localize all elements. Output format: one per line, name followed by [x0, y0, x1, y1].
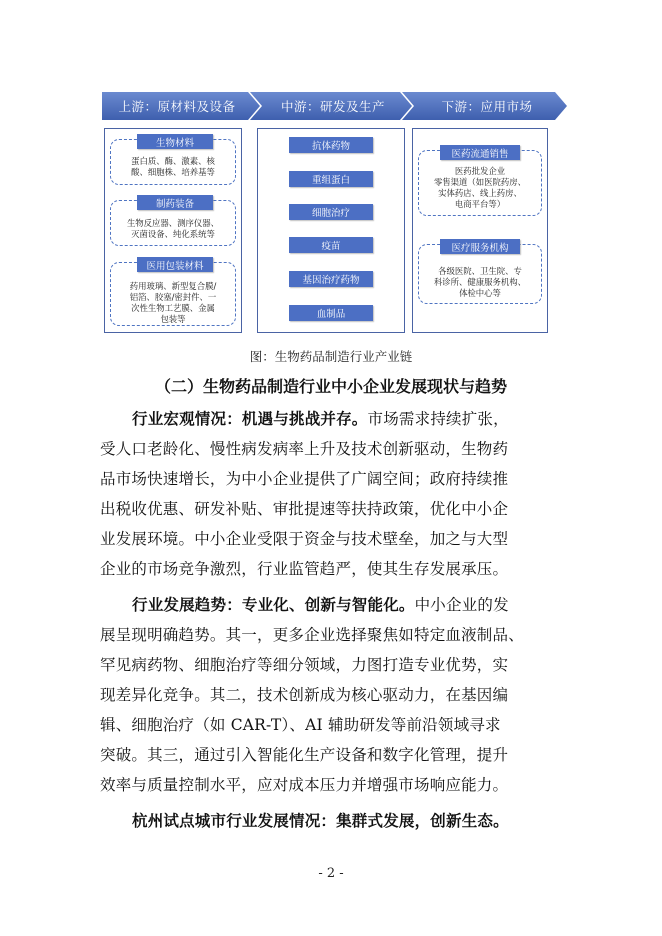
p2-line-4: 辑、细胞治疗（如 CAR-T）、AI 辅助研发等前沿领域寻求	[100, 716, 501, 734]
mid-item-vaccine: 疫苗	[289, 237, 373, 253]
stage-downstream: 下游：应用市场	[441, 99, 533, 114]
p2-line-0: 行业发展趋势：专业化、创新与智能化。中小企业的发	[132, 595, 509, 614]
p1-line-4: 业发展环境。中小企业受限于资金与技术壁垒，加之与大型	[100, 530, 509, 548]
section-heading: （二）生物药品制造行业中小企业发展现状与趋势	[154, 377, 507, 396]
p1-line-5: 企业的市场竞争激烈，行业监管趋严，使其生存发展承压。	[100, 560, 509, 578]
mid-item-blood-products: 血制品	[289, 305, 373, 321]
distribution-label: 医药流通销售	[440, 145, 520, 160]
p2-lead: 行业发展趋势：专业化、创新与智能化。	[132, 595, 415, 614]
p2-line-6: 效率与质量控制水平，应对成本压力并增强市场响应能力。	[100, 776, 509, 794]
stage-midstream: 中游：研发及生产	[280, 99, 385, 114]
p1-line-0: 行业宏观情况：机遇与挑战并存。市场需求持续扩张，	[132, 409, 509, 428]
p3-lead: 杭州试点城市行业发展情况：集群式发展，创新生态。	[132, 811, 509, 830]
mid-item-gene-therapy: 基因治疗药物	[289, 271, 373, 287]
mid-item-antibody: 抗体药物	[289, 137, 373, 153]
page-number: - 2 -	[318, 866, 344, 881]
figure-caption: 图：生物药品制造行业产业链	[249, 349, 413, 364]
bio-material-desc: 蛋白质、酶、激素、核 酸、细胞株、培养基等	[131, 156, 215, 177]
pharma-equipment-label: 制药装备	[137, 195, 213, 210]
p2-line-5: 突破。其三，通过引入智能化生产设备和数字化管理，提升	[100, 746, 509, 764]
p1-line-1: 受人口老龄化、慢性病发病率上升及技术创新驱动，生物药	[100, 440, 509, 458]
p1-line-2: 品市场快速增长，为中小企业提供了广阔空间；政府持续推	[100, 470, 509, 488]
packaging-label: 医用包装材料	[137, 257, 213, 272]
packaging-desc: 药用玻璃、新型复合膜/ 铝箔、胶塞/密封件、一 次性生物工艺膜、金属 包装等	[129, 281, 217, 324]
pharma-equipment-desc: 生物反应器、测序仪器、 灭菌设备、纯化系统等	[126, 218, 220, 239]
p1-line-3: 出税收优惠、研发补贴、审批提速等扶持政策，优化中小企	[100, 500, 509, 518]
distribution-desc: 医药批发企业 零售渠道（如医院药房、 实体药店、线上药房、 电商平台等）	[433, 166, 527, 209]
p2-line-1: 展呈现明确趋势。其一，更多企业选择聚焦如特定血液制品、	[100, 626, 524, 644]
stage-upstream: 上游：原材料及设备	[118, 99, 236, 114]
medical-service-desc: 各级医院、卫生院、专 科诊所、健康服务机构、 体检中心等	[433, 266, 527, 298]
p2-line-2: 罕见病药物、细胞治疗等细分领域，力图打造专业优势，实	[100, 656, 509, 674]
p2-line-3: 现差异化竞争。其二，技术创新成为核心驱动力，在基因编	[100, 686, 509, 704]
p1-lead: 行业宏观情况：机遇与挑战并存。	[132, 409, 368, 428]
mid-item-recombinant-protein: 重组蛋白	[289, 171, 373, 187]
bio-material-label: 生物材料	[137, 134, 213, 149]
midstream-panel	[257, 128, 405, 333]
medical-service-label: 医疗服务机构	[440, 239, 520, 254]
mid-item-cell-therapy: 细胞治疗	[289, 204, 373, 220]
